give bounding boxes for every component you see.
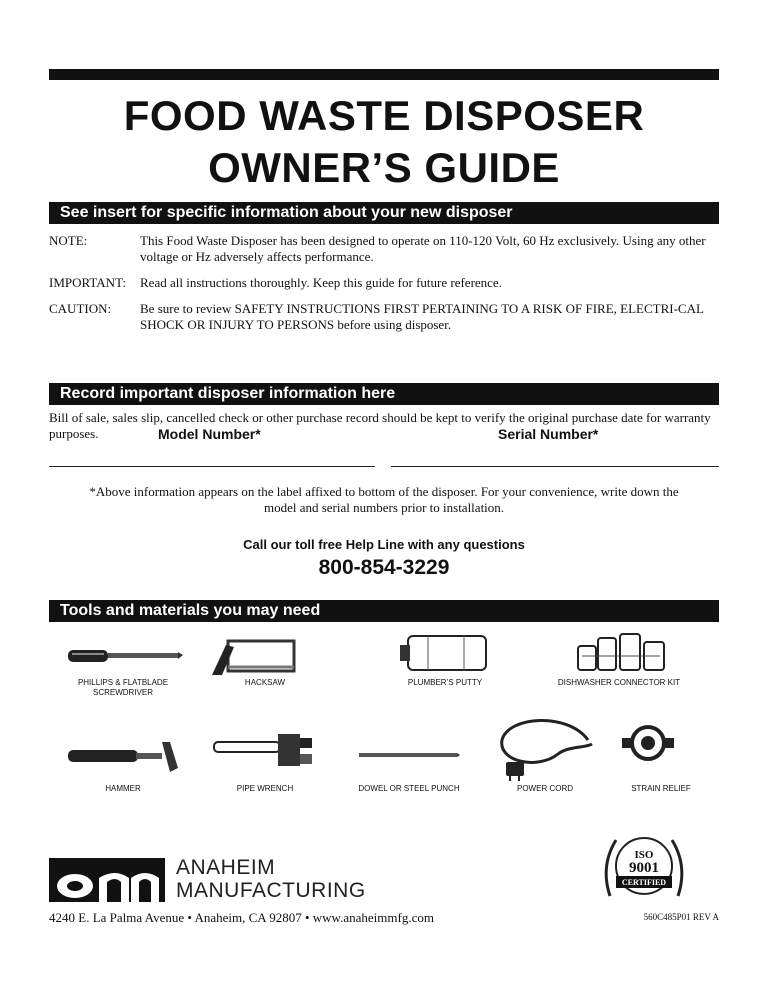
model-number-line	[49, 466, 375, 467]
tool-label-putty: PLUMBER’S PUTTY	[407, 678, 483, 687]
tool-label-wrench: PIPE WRENCH	[236, 784, 294, 793]
iso-certified-seal-icon	[596, 826, 692, 906]
tool-label-dowel: DOWEL OR STEEL PUNCH	[358, 784, 460, 793]
tool-label-cord: POWER CORD	[517, 784, 573, 793]
hammer-icon	[66, 738, 184, 774]
pipe-wrench-icon	[212, 730, 316, 770]
title-line-1: FOOD WASTE DISPOSER	[123, 92, 645, 139]
section-header-record: Record important disposer information here	[49, 383, 719, 405]
iso-number-text: 9001	[629, 860, 659, 876]
hacksaw-icon	[208, 637, 298, 677]
section-header-tools: Tools and materials you may need	[49, 600, 719, 622]
tool-label-connector: DISHWASHER CONNECTOR KIT	[557, 678, 681, 687]
plumbers-putty-icon	[398, 633, 490, 673]
note-label: NOTE:	[49, 233, 88, 248]
dishwasher-connector-icon	[576, 632, 668, 672]
purchase-record-paragraph: Bill of sale, sales slip, cancelled check or other purchase record should be kept to verify the original purchase date for warranty purposes.	[49, 410, 711, 441]
power-cord-icon	[488, 710, 598, 782]
caution-label: CAUTION:	[49, 301, 112, 316]
serial-number-line	[391, 466, 719, 467]
important-text: Read all instructions thoroughly. Keep this guide for future reference.	[140, 275, 502, 290]
iso-certified-text: CERTIFIED	[621, 878, 667, 887]
tool-label-relief: STRAIN RELIEF	[631, 784, 691, 793]
label-footnote: *Above information appears on the label affixed to bottom of the disposer. For your convenience, write down the model and serial numbers prior to installation.	[89, 484, 679, 515]
help-line-text: Call our toll free Help Line with any questions	[243, 537, 525, 552]
note-text: This Food Waste Disposer has been designed to operate on 110-120 Volt, 60 Hz exclusively. Using any other voltage or Hz adversely affects performance.	[140, 233, 706, 264]
iso-top-text: ISO	[634, 849, 654, 861]
footer-address: 4240 E. La Palma Avenue • Anaheim, CA 92807 • www.anaheimmfg.com	[49, 910, 434, 925]
top-rule	[49, 69, 719, 80]
tool-label-hammer: HAMMER	[105, 784, 141, 793]
tool-label-screwdriver: PHILLIPS & FLATBLADE SCREWDRIVER	[77, 678, 169, 697]
note-row	[49, 233, 719, 265]
title-line-2: OWNER’S GUIDE	[208, 144, 560, 191]
brand-line-2: MANUFACTURING	[176, 879, 366, 902]
strain-relief-icon	[620, 718, 676, 768]
caution-text: Be sure to review SAFETY INSTRUCTIONS FIRST PERTAINING TO A RISK OF FIRE, ELECTRI-CAL SHOCK OR INJURY TO PERSONS before using disposer.	[140, 301, 704, 332]
serial-number-label: Serial Number*	[498, 426, 599, 442]
document-id: 560C485P01 REV A	[643, 912, 719, 922]
section-header-insert: See insert for specific information about your new disposer	[49, 202, 719, 224]
notes-list	[49, 233, 719, 343]
model-number-label: Model Number*	[158, 426, 261, 442]
important-row	[49, 275, 719, 291]
important-label: IMPORTANT:	[49, 275, 126, 290]
dowel-icon	[358, 751, 460, 759]
screwdriver-icon	[66, 645, 184, 667]
tool-label-hacksaw: HACKSAW	[244, 678, 286, 687]
brand-line-1: ANAHEIM	[176, 856, 276, 879]
anaheim-logo-icon	[49, 858, 165, 902]
caution-row	[49, 301, 719, 333]
page-title	[49, 90, 719, 194]
help-phone-number: 800-854-3229	[318, 556, 450, 579]
